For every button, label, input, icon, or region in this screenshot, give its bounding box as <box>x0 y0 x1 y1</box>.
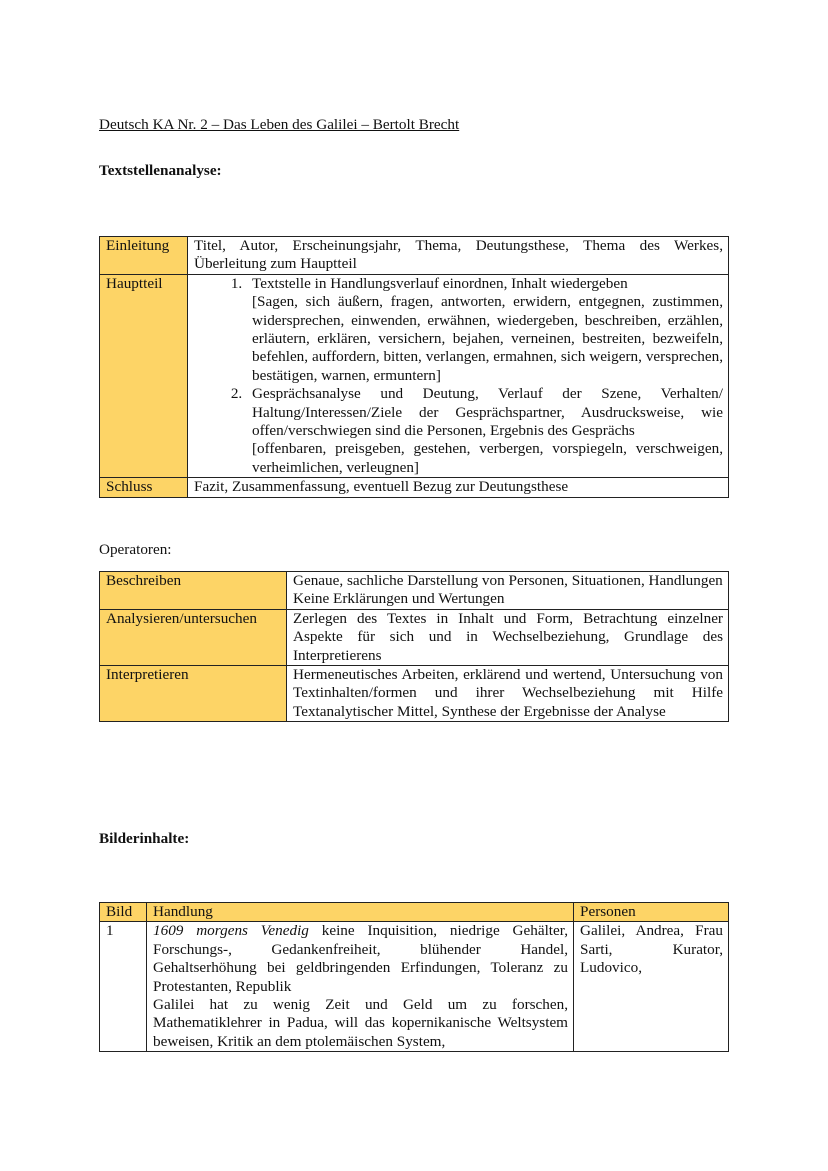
row-text: Fazit, Zusammenfassung, eventuell Bezug zur Deutungsthese <box>188 478 729 497</box>
handlung-italic: 1609 morgens Venedig <box>153 922 309 940</box>
table-row <box>100 274 729 477</box>
table-row <box>100 478 729 497</box>
bilderinhalte-table <box>99 902 729 1052</box>
handlung-text: Galilei hat zu wenig Zeit und Geld um zu forschen, Mathematiklehrer in Padua, will das kopernikanische Weltsystem beweisen, Kritik an dem ptolemäischen System, <box>153 996 568 1050</box>
item-extra: [Sagen, sich äußern, fragen, antworten, erwidern, entgegnen, zustimmen, widersprechen, einwenden, erwähnen, wiedergeben, beschreiben, erzählen, erläutern, erklären, versichern, bejahen, verneinen, bestreiten, bezweifeln, befehlen, auffordern, bitten, verlangen, ermahnen, sich weigern, versprechen, bestätigen, warnen, ermuntern] <box>252 293 723 384</box>
textstellenanalyse-table <box>99 236 729 498</box>
row-label: Interpretieren <box>100 666 287 722</box>
item-main: Gesprächsanalyse und Deutung, Verlauf der Szene, Verhalten/ Haltung/Interessen/Ziele der Gesprächspartner, Ausdrucksweise, wie offen/verschwiegen sind die Personen, Ergebnis des Gesprächs <box>252 385 723 440</box>
cell-handlung <box>147 922 574 1052</box>
row-text: Titel, Autor, Erscheinungsjahr, Thema, Deutungsthese, Thema des Werkes, Überleitung zum Hauptteil <box>188 237 729 275</box>
row-text: Zerlegen des Textes in Inhalt und Form, Betrachtung einzelner Aspekte für sich und in Wechselbeziehung, Grundlage des Interpretierens <box>287 609 729 665</box>
row-label: Beschreiben <box>100 572 287 610</box>
table-row <box>100 237 729 275</box>
row-label: Hauptteil <box>100 274 188 477</box>
table-header-row <box>100 903 729 922</box>
item-extra: [offenbaren, preisgeben, gestehen, verbergen, vorspiegeln, verschweigen, verheimlichen, verleugnen] <box>252 440 723 476</box>
document-title: Deutsch KA Nr. 2 – Das Leben des Galilei – Bertolt Brecht <box>99 116 460 133</box>
handlung-text: keine Inquisition, niedrige Gehälter, Forschungs-, Gedankenfreiheit, blühender Handel, Gehaltserhöhung bei geldbringenden Erfindungen, Toleranz zu Protestanten, Republik <box>153 922 568 995</box>
row-content <box>188 274 729 477</box>
row-label: Einleitung <box>100 237 188 275</box>
section-heading-textstellenanalyse: Textstellenanalyse: <box>99 162 222 179</box>
row-text: Hermeneutisches Arbeiten, erklärend und wertend, Untersuchung von Textinhalten/formen und ihrer Wechselbeziehung mit Hilfe Textanalytischer Mittel, Synthese der Ergebnisse der Analyse <box>287 666 729 722</box>
table-row <box>100 922 729 1052</box>
list-item <box>246 385 723 477</box>
row-label: Analysieren/untersuchen <box>100 609 287 665</box>
item-main: Textstelle in Handlungsverlauf einordnen, Inhalt wiedergeben <box>252 274 628 292</box>
header-handlung: Handlung <box>147 903 574 922</box>
row-text <box>287 572 729 610</box>
table-row <box>100 572 729 610</box>
header-personen: Personen <box>574 903 729 922</box>
table-row <box>100 666 729 722</box>
text-line: Genaue, sachliche Darstellung von Personen, Situationen, Handlungen <box>293 572 723 589</box>
table-row <box>100 609 729 665</box>
operatoren-table <box>99 571 729 722</box>
section-heading-bilderinhalte: Bilderinhalte: <box>99 830 190 847</box>
header-bild: Bild <box>100 903 147 922</box>
section-heading-operatoren: Operatoren: <box>99 541 172 558</box>
text-line: Keine Erklärungen und Wertungen <box>293 590 505 608</box>
row-label: Schluss <box>100 478 188 497</box>
cell-personen: Galilei, Andrea, Frau Sarti, Kurator, Ludovico, <box>574 922 729 1052</box>
list-item <box>246 275 723 385</box>
cell-bild: 1 <box>100 922 147 1052</box>
